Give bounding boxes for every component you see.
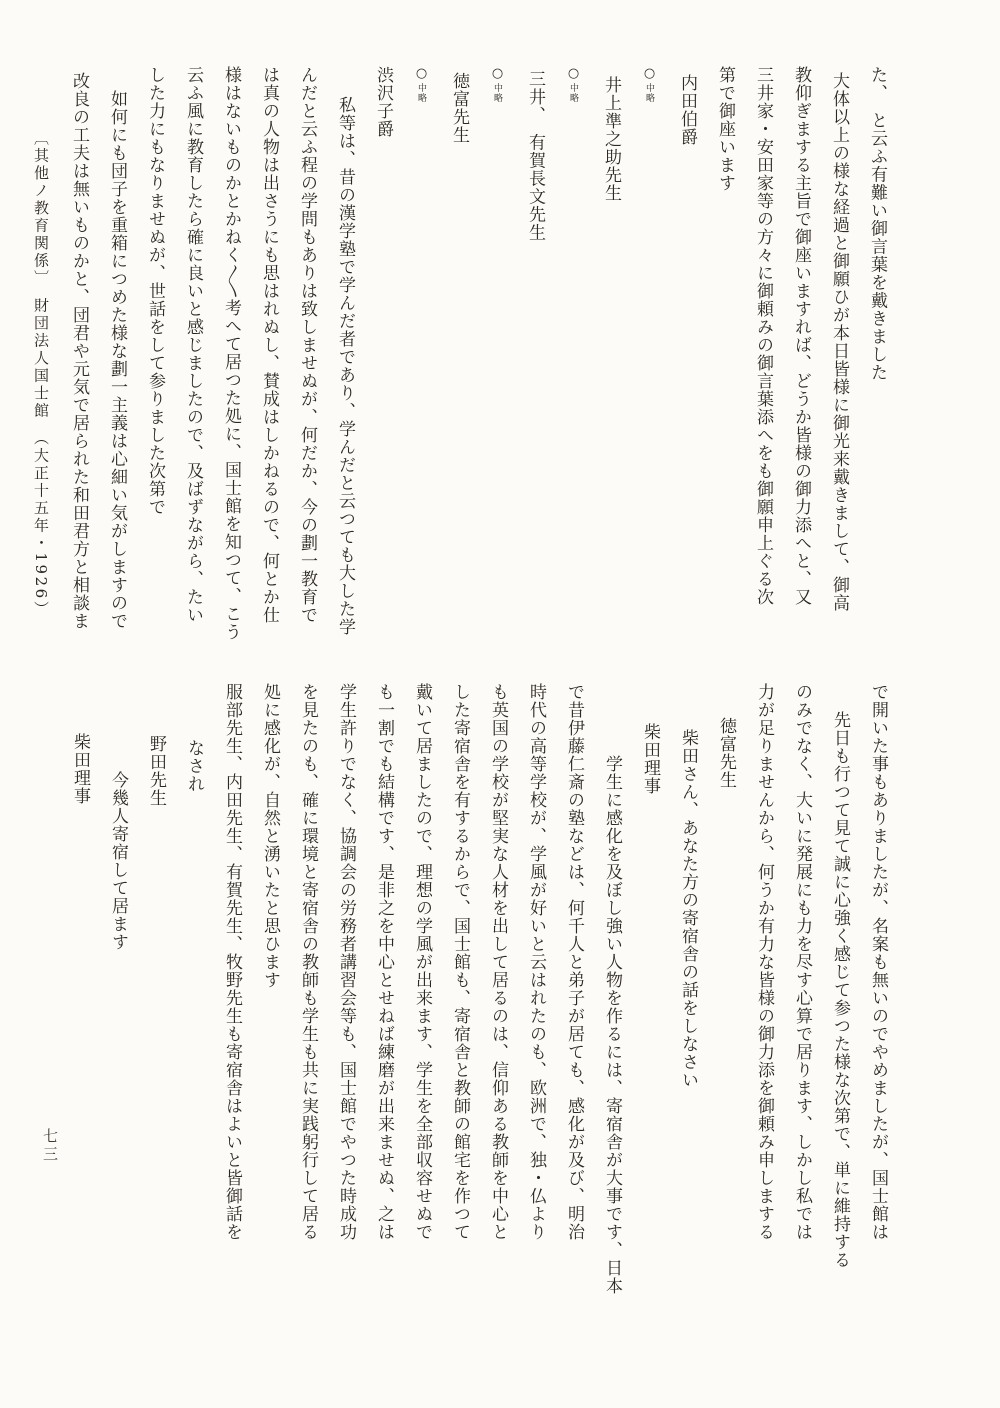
text-column: で開いた事もありましたが、名案も無いのでやめましたが、国士館は [868,683,888,1241]
circle-mark: ○ [490,66,505,83]
text-column: した寄宿舎を有するからで、国士館も、寄宿舎と教師の館宅を作つて [450,683,470,1241]
lower-text-block [61,683,897,1295]
speaker-name: 渋沢子爵 [373,66,393,138]
text-column: 云ふ風に教育したら確に良いと感じましたので、及ばずながら、たい [183,66,203,624]
text-column: んだと云ふ程の学問もありは致しませぬが、何だか、今の劃一教育で [297,66,317,624]
omission-label: 中略 [644,83,654,103]
omission-label: 中略 [492,83,502,103]
omission-mark [554,66,592,641]
text-column: た、 と云ふ有難い御言葉を戴きました [867,66,887,382]
speaker-name: 徳富先生 [716,717,736,789]
text-column: 先日も行つて見て誠に心強く感じて参つた様な次第で、単に維持する [830,711,850,1269]
text-column: 第で御座います [715,66,735,192]
speaker-name: 三井、 有賀長文先生 [525,70,545,242]
text-column: 時代の高等学校が、学風が好いと云はれたのも、欧洲で、独・仏より [526,683,546,1241]
text-column: 如何にも団子を重箱につめた様な劃一主義は心細い気がしますので [107,90,127,630]
circle-mark: ○ [414,66,429,83]
text-column: した力にもなりませぬが、世話をして参りました次第で [145,66,165,516]
circle-mark: ○ [566,66,581,83]
text-column: 様はないものかとかねく〱考へて居つた処に、国士館を知つて、こう [221,66,241,641]
text-column: 力が足りませんから、何うか有力な皆様の御力添を御頼み申しまする [754,683,774,1241]
speaker-name: 井上準之助先生 [601,76,621,202]
text-column: 教仰ぎまする主旨で御座いますれば、どうか皆様の御力添へと、又 [791,66,811,606]
source-citation: 〔其他ノ教育関係〕 財団法人国士館 （大正十五年・1926） [32,130,50,619]
speaker-name: 柴田理事 [70,733,90,805]
text-column: なされ [184,739,204,793]
speaker-name: 徳富先生 [449,72,469,144]
text-column: 柴田さん、あなた方の寄宿舎の話をしなさい [678,729,698,1089]
text-column: 大体以上の様な経過と御願ひが本日皆様に御光来戴きまして、御高 [829,72,849,612]
text-column: 今幾人寄宿して居ます [108,771,128,951]
text-column: 私等は、昔の漢学塾で学んだ者であり、学んだと云つても大した学 [335,96,355,636]
text-column: も一割でも結構です、是非之を中心とせねば練磨が出来ませぬ、之は [374,683,394,1241]
text-column: 処に感化が、自然と湧いたと思ひます [260,683,280,989]
text-column: 学生許りでなく、協調会の労務者講習会等も、国士館でやつた時成功 [336,683,356,1241]
speaker-name: 柴田理事 [640,723,660,795]
omission-mark [402,66,440,641]
omission-label: 中略 [416,83,426,103]
omission-mark [630,66,668,641]
text-column: 戴いて居ましたので、理想の学風が出来ます、学生を全部収容せぬで [412,683,432,1241]
circle-mark: ○ [642,66,657,83]
speaker-name: 内田伯爵 [677,74,697,146]
text-column: も英国の学校が堅実な人材を出して居るのは、信仰ある教師を中心と [488,683,508,1241]
omission-label: 中略 [568,83,578,103]
text-column: 改良の工夫は無いものかと、団君や元気で居られた和田君方と相談ま [69,72,89,630]
text-column: 三井家・安田家等の方々に御頼みの御言葉添へをも御願申上ぐる次 [753,66,773,606]
speaker-name: 野田先生 [146,735,166,807]
text-column: 学生に感化を及ぼし強い人物を作るには、寄宿舎が大事です、日本 [602,755,622,1295]
text-column: のみでなく、大いに発展にも力を尽す心算で居ります、しかし私では [792,683,812,1241]
omission-mark [478,66,516,641]
text-column: を見たのも、確に環境と寄宿舎の教師も学生も共に実践躬行して居る [298,683,318,1241]
text-column: 服部先生、内田先生、有賀先生、牧野先生も寄宿舎はよいと皆御話を [222,683,242,1241]
upper-text-block [22,66,896,641]
page-number: 七三 [41,1128,59,1164]
text-column: で昔伊藤仁斎の塾などは、何千人と弟子が居ても、感化が及び、明治 [564,683,584,1241]
text-column: は真の人物は出さうにも思はれぬし、賛成はしかねるので、何とか仕 [259,66,279,624]
